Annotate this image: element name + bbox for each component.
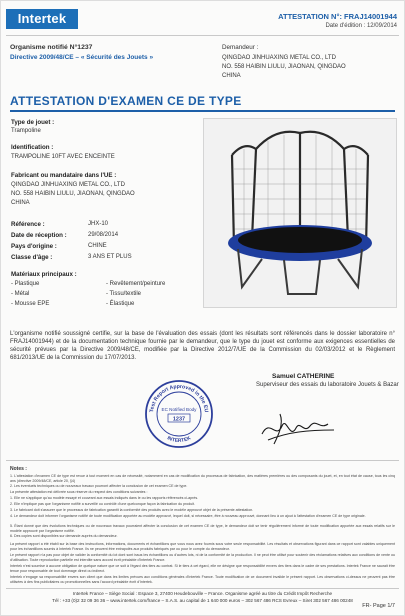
page-number: FR- Page 1/7 — [362, 603, 395, 609]
reference-value: JHX-10 — [88, 221, 109, 227]
note-item: 6. Des copies sont disponibles sur demande auprès du demandeur. — [10, 534, 118, 538]
notified-body: Organisme notifié N°1237 — [10, 44, 93, 51]
footer-divider — [6, 588, 399, 589]
demandeur-line: CHINA — [222, 73, 241, 79]
reception-date-value: 29/08/2014 — [88, 232, 119, 238]
notes-label: Notes : — [10, 466, 27, 472]
trampoline-image — [204, 119, 396, 307]
origin-label: Pays d'origine : — [11, 243, 57, 250]
note-item: 2. Les éventuels techniques ou de nouveaux travaux pourront affecter la conclusion de cet examen CE de type. — [10, 484, 188, 488]
note-item: 3. Le fabricant doit s'assurer que le processus de fabrication garantit la conformité des produits avec le modèle approuvé objet de la présente attestation. — [10, 508, 254, 512]
note-item: La présent rapport a été établi sur la base des instructions, informations, documents et échantillons que vous nous avez fournis sous votre seule responsabilité. Les résultats et observations figurant dans ce rapport sont valables uniquement pour les échantillons soumis à Intertek France. Ils ne peuvent être extrapolés aux produits fabriqués par ou pour le compte du demandeur. — [10, 542, 395, 551]
material-item: - Élastique — [106, 301, 135, 307]
note-item: 5. Étant donné que des évolutions techniques ou de nouveaux travaux pourraient affecter la conclusion de cet examen CE de type, le demandeur doit se tenir régulièrement informé de toute modification apportée aux essais relatifs sur le modèle approuvé par l'organisme notifié. — [10, 524, 395, 533]
origin-value: CHINE — [88, 243, 107, 249]
material-item: - Mousse EPE — [11, 301, 50, 307]
note-item: Intertek n'engage sa responsabilité envers son client que dans les limites prévues aux conditions générales d'Intertek France. Toute modification de ce document invalide le présent rapport. Les observations ci-dessus ne peuvent pas être utilisées à des fins publicitaires ou promotionnelles sans l'accord préalable écrit d'Intertek. — [10, 575, 395, 584]
intertek-logo: Intertek — [6, 9, 78, 29]
demandeur-line: NO. 558 HAIBIN LIULU, JIAONAN, QINGDAO — [222, 64, 346, 70]
footer-address: Intertek France – Siège Social : Espace 3, 27400 Heudebouville – France. Organisme agréé au titre du Crédit Impôt Recherche — [72, 591, 333, 596]
demandeur-line: QINGDAO JINHUAXING METAL CO., LTD — [222, 55, 336, 61]
fabricant-line: CHINA — [11, 200, 30, 206]
title-rule — [10, 110, 395, 112]
material-item: - Revêtement/peinture — [106, 281, 166, 287]
identification-label: Identification : — [11, 144, 54, 151]
seal-inner-text: EC Notified Body — [161, 407, 197, 412]
attestation-number: ATTESTATION N°: FRAJ14001944 — [278, 12, 397, 21]
note-item: 1. Elle ne s'applique qu'au modèle essayé et couvrant aux essais indiqués dans le ou les rapports référencés ci-après. — [10, 496, 199, 500]
seal-outer-text: Test Report Approved in the EU — [149, 383, 209, 413]
edition-date: Date d'édition : 12/09/2014 — [325, 23, 397, 29]
material-item: - Tissu/textile — [106, 291, 142, 297]
seal-bottom-text: INTERTEK — [166, 435, 192, 445]
fabricant-line: QINGDAO JINHUAXING METAL CO., LTD — [11, 182, 125, 188]
footer-contact: Tél : +33 (0)2 32 09 36 36 – www.intertek.com/france – S.A.S. au capital de 1 640 000 euros – 302 567 486 RCS Evreux – Siret 302 567 486 00248 — [52, 598, 353, 603]
age-class-value: 3 ANS ET PLUS — [88, 254, 132, 260]
type-value: Trampoline — [11, 128, 41, 134]
ec-notified-body-seal — [143, 378, 215, 450]
certification-paragraph: L'organisme notifié soussigné certifie, sur la base de l'évaluation des essais (dont les résultats sont référencés dans le dossier laboratoire n° FRAJ14001944) et de la documentation technique fournie par le demandeur, que le type du jouet est conforme aux exigences essentielles de sécurité prévues par la Directive 2009/48/CE, modifiée par la Directive 2012/7/UE de la Commission du 02/03/2012 et le Règlement 681/2013/UE de la Commission du 17/07/2013. — [10, 331, 395, 362]
reception-date-label: Date de réception : — [11, 232, 67, 239]
note-item: La présente attestation est délivrée sous réserve du respect des conditions suivantes : — [10, 490, 148, 494]
directive-label: Directive 2009/48/CE – « Sécurité des Jouets » — [10, 54, 154, 61]
note-item: Intertek n'est soumise à aucune obligation de quelque nature que ce soit à l'égard des tiers au contrat. Si le tiers à cet égard, elle ne désigne que responsabilité envers des tiers dans le cadre de ses prestations. Intertek France ne saurait être tenue pour responsable de tout dommage direct ou indirect. — [10, 564, 395, 573]
note-item: 2. Elle n'implique pas que l'organisme notifié a surveillé ou contrôlé d'une quelconque façon la fabrication du produit. — [10, 502, 196, 506]
page-title: ATTESTATION D'EXAMEN CE DE TYPE — [10, 94, 242, 108]
demandeur-label: Demandeur : — [222, 44, 259, 51]
material-item: - Métal — [11, 291, 30, 297]
materials-label: Matériaux principaux : — [11, 271, 77, 278]
signatory-name: Samuel CATHERINE — [272, 373, 335, 380]
fabricant-line: NO. 558 HAIBIN LIULU, JIAONAN, QINGDAO — [11, 191, 135, 197]
material-item: - Plastique — [11, 281, 40, 287]
signatory-title: Superviseur des essais du laboratoire Jouets & Bazar — [256, 382, 399, 388]
identification-value: TRAMPOLINE 10FT AVEC ENCEINTE — [11, 154, 115, 160]
age-class-label: Classe d'âge : — [11, 254, 53, 261]
type-label: Type de jouet : — [11, 119, 55, 126]
fabricant-label: Fabricant ou mandataire dans l'UE : — [11, 172, 117, 179]
header-divider — [6, 35, 399, 36]
notes-divider — [6, 460, 399, 461]
reference-label: Référence : — [11, 221, 45, 228]
note-item: Le présent rapport n'a pas pour objet de valider la conformité du lot dont sont issus les échantillons ou d'autres lots, ni de la conformité de la production. Il ne peut être utilisé pour soutenir des réclamations relatives aux conditions de vente ou d'utilisation. Toute reproduction partielle est interdite sans accord écrit préalable d'Intertek France. — [10, 553, 395, 562]
trampoline-photo — [203, 118, 397, 308]
seal-number: 1237 — [172, 416, 186, 423]
handwritten-signature — [258, 400, 338, 448]
note-item: 1. L'attestation d'examen CE de type est revue à tout moment en cas de nécessité, notamment en cas de modification du processus de fabrication, des matières premières ou des composants du jouet, et, en tout état de cause, tous les cinq ans (directive 2009/48/CE, article 20, §4) — [10, 474, 395, 483]
note-item: 4. Le demandeur doit informer l'organisme notifié de toute modification apportée au modèle approuvé, lequel doit, si nécessaire, être à nouveau approuvé, donnant lieu à un ajout à l'attestation d'examen CE de type originale. — [10, 514, 366, 518]
